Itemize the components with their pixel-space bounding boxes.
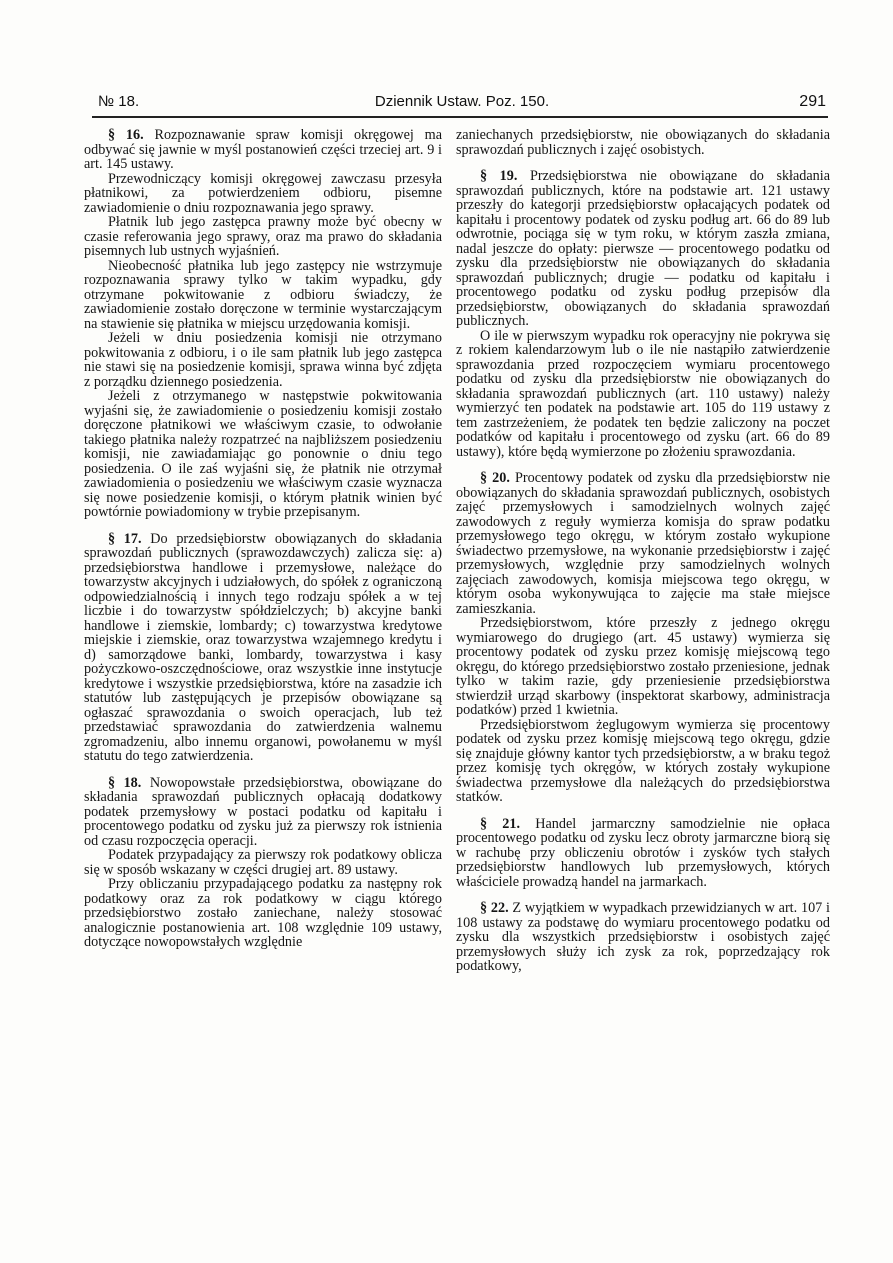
section-17 (84, 532, 442, 764)
right-column (456, 128, 830, 974)
paragraph (84, 128, 442, 172)
paragraph: zaniechanych przedsiębiorstw, nie obowiązanych do składania sprawozdań publicznych i zajęć osobistych. (456, 127, 830, 158)
paragraph: Płatnik lub jego zastępca prawny może być obecny w czasie referowania jego sprawy, oraz ma prawo do składania pisemnych lub ustnych wyjaśnień. (84, 214, 442, 259)
header-rule (92, 116, 828, 118)
section-20 (456, 471, 830, 805)
paragraph (84, 532, 442, 764)
paragraph: O ile w pierwszym wypadku rok operacyjny nie pokrywa się z rokiem kalendarzowym lub o ile nie nastąpiło zatwierdzenie sprawozdania przed rozpoczęciem wymiaru procentowego podatku od zysku dla przedsiębiorstw nie obowiązanych do składania sprawozdań publicznych (art. 110 ustawy) należy wymierzyć ten podatek na podstawie art. 105 do 119 ustawy z tem zastrzeżeniem, że podatek ten będzie zaliczony na poczet podatków od kapitału i procentowego od zysku (art. 66 do 89 ustawy), które będą wymierzone po złożeniu sprawozdania. (456, 327, 830, 460)
section-label: § 19. (480, 168, 518, 184)
paragraph: Nieobecność płatnika lub jego zastępcy nie wstrzymuje rozpoznawania sprawy tylko w takim wypadku, gdy otrzymane pokwitowanie z odbioru świadczy, że zawiadomienie zostało doręczone w terminie wystarczającym na stawienie się płatnika w miejscu urzędowania komisji. (84, 257, 442, 332)
paragraph (456, 471, 830, 616)
left-column (84, 128, 442, 950)
section-label: § 22. (480, 900, 509, 916)
paragraph-text: Nowopowstałe przedsiębiorstwa, obowiązane do składania sprawozdań publicznych opłacają dodatkowy podatek przemysłowy w postaci podatku od kapitału i procentowego podatku od zysku już za pierwszy rok istnienia od czasu rozpoczęcia operacji. (84, 774, 443, 849)
section-label: § 17. (108, 530, 142, 547)
page-number: 291 (799, 93, 826, 110)
section-label: § 21. (480, 815, 521, 832)
section-18 (84, 776, 442, 950)
section-label: § 16. (108, 127, 144, 143)
section-19 (456, 169, 830, 459)
section-21 (456, 817, 830, 890)
journal-title: Dziennik Ustaw. Poz. 150. (374, 93, 550, 110)
paragraph-text: Z wyjątkiem w wypadkach przewidzianych w art. 107 i 108 ustawy za podstawę do wymiaru procentowego podatku od zysku dla wszystkich przedsiębiorstw i osobistych zajęć przemysłowych służy ich zysk za rok, poprzedzający rok podatkowy, (456, 900, 830, 974)
page-header (98, 93, 826, 117)
paragraph: Jeżeli z otrzymanego w następstwie pokwitowania wyjaśni się, że zawiadomienie o posiedzeniu komisji zostało doręczone płatnikowi we właściwym czasie, to odwołanie takiego płatnika należy rozpatrzeć na najbliższem posiedzeniu komisji, nie zawiadamiając go ponownie o dniu tego posiedzenia. O ile zaś wyjaśni się, że płatnik nie otrzymał zawiadomienia o posiedzeniu we właściwym czasie wyznacza się nowe posiedzenie komisji, o którym płatnik winien być powtórnie powiadomiony w trybie przepisanym. (84, 388, 442, 520)
paragraph (456, 817, 830, 890)
paragraph: Podatek przypadający za pierwszy rok podatkowy oblicza się w sposób wskazany w części drugiej art. 89 ustawy. (84, 847, 442, 878)
paragraph: Przewodniczący komisji okręgowej zawczasu przesyła płatnikowi, za potwierdzeniem odbioru, pisemne zawiadomienie o dniu rozpoznawania jego sprawy. (84, 170, 442, 216)
section-22 (456, 901, 830, 974)
paragraph: Jeżeli w dniu posiedzenia komisji nie otrzymano pokwitowania z odbioru, i o ile sam płatnik lub jego zastępca nie stawi się na posiedzenie komisji, sprawa winna być zdjęta z porządku dziennego posiedzenia. (84, 330, 442, 390)
paragraph-text: Handel jarmarczny samodzielnie nie opłaca procentowego podatku od zysku lecz obroty jarmarczne biorą się w rachubę przy obliczeniu obrotów i zysków tych stałych przedsiębiorstw handlowych lub przemysłowych, których właściciele prowadzą handel na jarmarkach. (456, 815, 831, 890)
paragraph-text: Do przedsiębiorstw obowiązanych do składania sprawozdań publicznych (sprawozdawczych) zalicza się: a) przedsiębiorstwa handlowe i przemysłowe, należące do towarzystw akcyjnych i udziałowych, do spółek z ograniczoną odpowiedzialnością i innych tego rodzaju spółek a w tej liczbie i do towarzystw spółdzielczych; b) akcyjne banki handlowe i ziemskie, lombardy; c) towarzystwa kredytowe miejskie i ziemskie, oraz towarzystwa wzajemnego kredytu i d) samorządowe banki, lombardy, towarzystwa i kasy pożyczkowo-oszczędnościowe, oraz wszystkie inne instytucje kredytowe i wszystkie przedsiębiorstwa, które na zasadzie ich statutów lub zastępujących je przepisów obowiązane są ogłaszać sprawozdania o swoich operacjach, lub też przedstawiać sprawozdania do zatwierdzenia walnemu zgromadzeniu, albo innemu organowi, powołanemu w myśl statutu do tego zatwierdzenia. (84, 530, 443, 764)
paragraph-text: Przedsiębiorstwa nie obowiązane do składania sprawozdań publicznych, które na podstawie art. 121 ustawy przeszły do kategorji przedsiębiorstw opłacających podatek od kapitału i procentowy podatek od zysku podług art. 66 do 89 lub odwrotnie, pociąga się w tym roku, w którym zaszła zmiana, nadal jeszcze do opłaty: pierwsze — procentowego podatku od zysku dla przedsiębiorstw nie obowiązanych do składania sprawozdań publicznych; drugie — podatku od kapitału i procentowego podatku od zysku podług przepisów dla przedsiębiorstw, obowiązanych do składania sprawozdań publicznych. (456, 168, 831, 329)
section-16 (84, 128, 442, 520)
paragraph: Przedsiębiorstwom żeglugowym wymierza się procentowy podatek od zysku przez komisję miejscową tego okręgu, gdzie się znajduje główny kantor tych przedsiębiorstw, a w braku tegoż przez komisję tych okręgów, w których zostały wykupione świadectwa przemysłowe dla należących do przedsiębiorstwa statków. (456, 716, 830, 805)
paragraph (84, 776, 442, 849)
paragraph: Przy obliczaniu przypadającego podatku za następny rok podatkowy oraz za rok podatkowy w ciągu którego przedsiębiorstwo zostało zaniechane, należy stosować analogicznie postanowienia art. 108 względnie 109 ustawy, dotyczące nowopowstałych względnie (84, 876, 442, 950)
section-18-continued (456, 128, 830, 157)
paragraph: Przedsiębiorstwom, które przeszły z jednego okręgu wymiarowego do drugiego (art. 45 ustawy) wymierza się procentowy podatek od zysku przez komisję miejscową tego okręgu, do którego przedsiębiorstwo zostało przeniesione, jednak tylko w takim razie, gdy przeniesienie przedsiębiorstwa stwierdził urząd skarbowy (inspektorat skarbowy, administracja podatków) przed 1 kwietnia. (456, 615, 830, 718)
paragraph (456, 169, 830, 329)
issue-number: № 18. (98, 93, 140, 110)
paragraph-text: Procentowy podatek od zysku dla przedsiębiorstw nie obowiązanych do składania sprawozdań publicznych, osobistych zajęć przemysłowych i samodzielnych wolnych zajęć zawodowych z reguły wymierza komisja do spraw podatku przemysłowego tego okręgu, w którym zostało wykupione świadectwo przemysłowe, na wykonanie przedsiębiorstw i zajęć przemysłowych, względnie przy samodzielnych wolnych zajęciach zawodowych, komisja miejscowa tego okręgu, w którym osoba wykonywująca to zajęcie ma stałe miejsce zamieszkania. (456, 470, 831, 617)
section-label: § 20. (480, 470, 510, 486)
paragraph-text: Rozpoznawanie spraw komisji okręgowej ma odbywać się jawnie w myśl postanowień części trzeciej art. 9 i art. 145 ustawy. (84, 127, 443, 172)
section-label: § 18. (108, 774, 142, 791)
paragraph (456, 901, 830, 974)
